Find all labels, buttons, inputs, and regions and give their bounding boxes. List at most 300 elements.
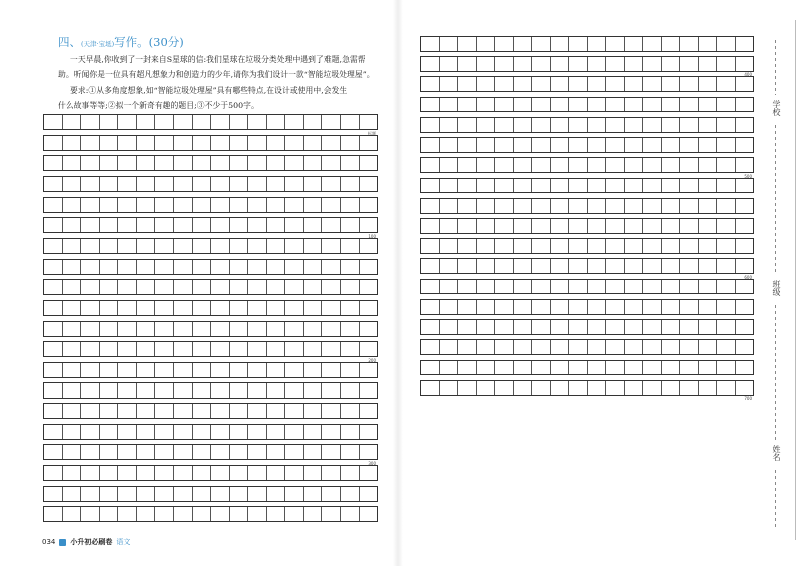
grid-cell[interactable]	[662, 77, 681, 91]
grid-cell[interactable]	[680, 259, 699, 273]
grid-cell[interactable]	[100, 425, 119, 439]
grid-cell[interactable]	[440, 361, 459, 375]
grid-cell[interactable]	[477, 158, 496, 172]
grid-cell[interactable]	[421, 219, 440, 233]
grid-cell[interactable]	[514, 77, 533, 91]
grid-cell[interactable]	[211, 280, 230, 294]
grid-cell[interactable]	[588, 219, 607, 233]
grid-cell[interactable]	[118, 322, 137, 336]
grid-cell[interactable]	[458, 158, 477, 172]
grid-cell[interactable]	[699, 259, 718, 273]
grid-cell[interactable]	[304, 280, 323, 294]
grid-cell[interactable]	[532, 300, 551, 314]
grid-cell[interactable]	[174, 404, 193, 418]
grid-cell[interactable]	[662, 340, 681, 354]
grid-cell[interactable]	[360, 363, 378, 377]
grid-cell[interactable]	[699, 57, 718, 71]
grid-cell[interactable]	[267, 363, 286, 377]
grid-cell[interactable]	[341, 198, 360, 212]
grid-row[interactable]	[43, 155, 378, 171]
grid-cell[interactable]	[360, 487, 378, 501]
grid-cell[interactable]	[551, 280, 570, 294]
grid-cell[interactable]	[588, 199, 607, 213]
grid-cell[interactable]	[137, 466, 156, 480]
grid-cell[interactable]	[680, 98, 699, 112]
grid-cell[interactable]	[551, 320, 570, 334]
grid-cell[interactable]	[736, 361, 754, 375]
grid-cell[interactable]	[736, 199, 754, 213]
grid-cell[interactable]	[137, 342, 156, 356]
grid-cell[interactable]	[643, 259, 662, 273]
grid-cell[interactable]	[625, 77, 644, 91]
grid-cell[interactable]	[248, 218, 267, 232]
grid-cell[interactable]	[606, 179, 625, 193]
grid-cell[interactable]	[193, 466, 212, 480]
grid-cell[interactable]	[532, 138, 551, 152]
grid-cell[interactable]	[680, 138, 699, 152]
grid-cell[interactable]	[360, 280, 378, 294]
grid-cell[interactable]	[100, 218, 119, 232]
grid-cell[interactable]	[551, 98, 570, 112]
grid-cell[interactable]	[569, 340, 588, 354]
grid-cell[interactable]	[193, 404, 212, 418]
grid-row[interactable]	[420, 76, 754, 92]
grid-row[interactable]	[420, 319, 754, 335]
grid-cell[interactable]	[230, 363, 249, 377]
grid-cell[interactable]	[680, 239, 699, 253]
grid-cell[interactable]	[643, 158, 662, 172]
grid-cell[interactable]	[100, 156, 119, 170]
grid-cell[interactable]	[63, 487, 82, 501]
grid-cell[interactable]	[341, 218, 360, 232]
grid-cell[interactable]	[421, 259, 440, 273]
grid-cell[interactable]	[285, 115, 304, 129]
grid-row[interactable]	[420, 299, 754, 315]
grid-cell[interactable]	[230, 280, 249, 294]
grid-cell[interactable]	[155, 115, 174, 129]
grid-cell[interactable]	[551, 118, 570, 132]
grid-cell[interactable]	[267, 445, 286, 459]
grid-cell[interactable]	[267, 425, 286, 439]
grid-cell[interactable]	[322, 487, 341, 501]
grid-cell[interactable]	[267, 507, 286, 521]
grid-cell[interactable]	[267, 404, 286, 418]
grid-cell[interactable]	[717, 381, 736, 395]
grid-cell[interactable]	[551, 381, 570, 395]
grid-cell[interactable]	[625, 138, 644, 152]
grid-cell[interactable]	[211, 301, 230, 315]
grid-cell[interactable]	[137, 260, 156, 274]
grid-cell[interactable]	[174, 487, 193, 501]
grid-cell[interactable]	[458, 37, 477, 51]
grid-cell[interactable]	[248, 425, 267, 439]
grid-cell[interactable]	[44, 198, 63, 212]
grid-cell[interactable]	[736, 138, 754, 152]
grid-cell[interactable]	[569, 118, 588, 132]
grid-cell[interactable]	[643, 239, 662, 253]
grid-cell[interactable]	[137, 404, 156, 418]
grid-cell[interactable]	[532, 199, 551, 213]
grid-cell[interactable]	[100, 198, 119, 212]
grid-cell[interactable]	[569, 239, 588, 253]
grid-cell[interactable]	[322, 198, 341, 212]
grid-cell[interactable]	[118, 466, 137, 480]
grid-cell[interactable]	[421, 340, 440, 354]
grid-cell[interactable]	[588, 381, 607, 395]
grid-cell[interactable]	[285, 239, 304, 253]
grid-cell[interactable]	[137, 136, 156, 150]
grid-cell[interactable]	[551, 179, 570, 193]
grid-cell[interactable]	[440, 179, 459, 193]
grid-cell[interactable]	[588, 37, 607, 51]
grid-cell[interactable]	[551, 138, 570, 152]
grid-cell[interactable]	[63, 404, 82, 418]
grid-cell[interactable]	[662, 138, 681, 152]
grid-cell[interactable]	[304, 507, 323, 521]
grid-cell[interactable]	[625, 98, 644, 112]
grid-cell[interactable]	[360, 383, 378, 397]
grid-cell[interactable]	[458, 118, 477, 132]
grid-cell[interactable]	[341, 239, 360, 253]
grid-cell[interactable]	[267, 322, 286, 336]
grid-cell[interactable]	[532, 340, 551, 354]
grid-cell[interactable]	[625, 37, 644, 51]
grid-cell[interactable]	[341, 280, 360, 294]
grid-cell[interactable]	[193, 136, 212, 150]
grid-cell[interactable]	[137, 177, 156, 191]
grid-cell[interactable]	[174, 301, 193, 315]
grid-cell[interactable]	[267, 383, 286, 397]
grid-cell[interactable]	[81, 507, 100, 521]
grid-cell[interactable]	[137, 198, 156, 212]
grid-cell[interactable]	[118, 156, 137, 170]
grid-cell[interactable]	[440, 118, 459, 132]
grid-cell[interactable]	[458, 300, 477, 314]
grid-cell[interactable]	[248, 280, 267, 294]
grid-cell[interactable]	[736, 280, 754, 294]
grid-cell[interactable]	[304, 322, 323, 336]
grid-cell[interactable]	[717, 138, 736, 152]
grid-cell[interactable]	[421, 158, 440, 172]
grid-cell[interactable]	[118, 198, 137, 212]
grid-cell[interactable]	[588, 320, 607, 334]
grid-cell[interactable]	[304, 363, 323, 377]
grid-row[interactable]	[420, 258, 754, 274]
grid-cell[interactable]	[322, 136, 341, 150]
grid-cell[interactable]	[532, 77, 551, 91]
grid-cell[interactable]	[81, 425, 100, 439]
grid-cell[interactable]	[569, 381, 588, 395]
grid-cell[interactable]	[680, 158, 699, 172]
grid-cell[interactable]	[514, 381, 533, 395]
grid-cell[interactable]	[569, 199, 588, 213]
grid-cell[interactable]	[322, 507, 341, 521]
grid-cell[interactable]	[569, 300, 588, 314]
grid-cell[interactable]	[360, 507, 378, 521]
grid-row[interactable]	[420, 198, 754, 214]
grid-cell[interactable]	[174, 198, 193, 212]
grid-cell[interactable]	[211, 239, 230, 253]
grid-cell[interactable]	[211, 115, 230, 129]
grid-cell[interactable]	[100, 136, 119, 150]
grid-cell[interactable]	[193, 507, 212, 521]
grid-cell[interactable]	[322, 363, 341, 377]
grid-cell[interactable]	[230, 136, 249, 150]
grid-cell[interactable]	[63, 383, 82, 397]
grid-cell[interactable]	[606, 37, 625, 51]
grid-row[interactable]	[420, 380, 754, 396]
grid-cell[interactable]	[551, 239, 570, 253]
grid-cell[interactable]	[477, 98, 496, 112]
grid-cell[interactable]	[174, 507, 193, 521]
grid-cell[interactable]	[44, 507, 63, 521]
grid-cell[interactable]	[662, 37, 681, 51]
grid-cell[interactable]	[569, 320, 588, 334]
grid-cell[interactable]	[341, 136, 360, 150]
grid-cell[interactable]	[341, 383, 360, 397]
grid-cell[interactable]	[625, 320, 644, 334]
grid-cell[interactable]	[606, 158, 625, 172]
grid-cell[interactable]	[155, 363, 174, 377]
grid-cell[interactable]	[458, 57, 477, 71]
grid-cell[interactable]	[230, 322, 249, 336]
grid-cell[interactable]	[717, 57, 736, 71]
grid-cell[interactable]	[137, 156, 156, 170]
grid-cell[interactable]	[606, 361, 625, 375]
grid-cell[interactable]	[341, 404, 360, 418]
grid-cell[interactable]	[606, 199, 625, 213]
grid-cell[interactable]	[174, 156, 193, 170]
grid-cell[interactable]	[662, 158, 681, 172]
grid-cell[interactable]	[248, 466, 267, 480]
left-writing-grid[interactable]	[43, 114, 378, 527]
grid-cell[interactable]	[248, 156, 267, 170]
grid-cell[interactable]	[341, 156, 360, 170]
grid-cell[interactable]	[285, 487, 304, 501]
grid-cell[interactable]	[360, 322, 378, 336]
grid-cell[interactable]	[717, 239, 736, 253]
grid-cell[interactable]	[360, 260, 378, 274]
grid-cell[interactable]	[699, 98, 718, 112]
grid-cell[interactable]	[606, 98, 625, 112]
grid-cell[interactable]	[736, 381, 754, 395]
grid-cell[interactable]	[625, 280, 644, 294]
grid-cell[interactable]	[81, 198, 100, 212]
grid-cell[interactable]	[360, 445, 378, 459]
grid-cell[interactable]	[643, 300, 662, 314]
grid-cell[interactable]	[341, 487, 360, 501]
grid-cell[interactable]	[736, 118, 754, 132]
grid-cell[interactable]	[569, 259, 588, 273]
grid-cell[interactable]	[421, 280, 440, 294]
grid-cell[interactable]	[211, 466, 230, 480]
grid-cell[interactable]	[514, 199, 533, 213]
grid-cell[interactable]	[137, 383, 156, 397]
grid-cell[interactable]	[211, 177, 230, 191]
grid-cell[interactable]	[717, 179, 736, 193]
grid-cell[interactable]	[118, 218, 137, 232]
grid-cell[interactable]	[81, 260, 100, 274]
grid-cell[interactable]	[44, 342, 63, 356]
grid-cell[interactable]	[495, 57, 514, 71]
grid-cell[interactable]	[643, 118, 662, 132]
grid-cell[interactable]	[267, 198, 286, 212]
grid-cell[interactable]	[421, 118, 440, 132]
grid-cell[interactable]	[514, 340, 533, 354]
grid-cell[interactable]	[532, 118, 551, 132]
grid-cell[interactable]	[736, 219, 754, 233]
grid-cell[interactable]	[341, 342, 360, 356]
grid-cell[interactable]	[100, 239, 119, 253]
grid-cell[interactable]	[118, 404, 137, 418]
grid-row[interactable]	[420, 360, 754, 376]
grid-cell[interactable]	[118, 239, 137, 253]
grid-cell[interactable]	[588, 158, 607, 172]
grid-cell[interactable]	[100, 466, 119, 480]
grid-cell[interactable]	[44, 383, 63, 397]
grid-cell[interactable]	[421, 239, 440, 253]
grid-cell[interactable]	[267, 239, 286, 253]
grid-cell[interactable]	[285, 260, 304, 274]
grid-cell[interactable]	[421, 361, 440, 375]
grid-cell[interactable]	[551, 57, 570, 71]
grid-cell[interactable]	[81, 280, 100, 294]
grid-cell[interactable]	[532, 37, 551, 51]
grid-cell[interactable]	[322, 280, 341, 294]
grid-cell[interactable]	[81, 136, 100, 150]
grid-cell[interactable]	[267, 218, 286, 232]
grid-cell[interactable]	[551, 199, 570, 213]
grid-cell[interactable]	[63, 507, 82, 521]
grid-row[interactable]	[43, 506, 378, 522]
grid-cell[interactable]	[285, 404, 304, 418]
grid-row[interactable]	[420, 218, 754, 234]
grid-cell[interactable]	[495, 239, 514, 253]
grid-cell[interactable]	[477, 280, 496, 294]
grid-cell[interactable]	[440, 37, 459, 51]
grid-cell[interactable]	[248, 383, 267, 397]
grid-cell[interactable]	[248, 363, 267, 377]
grid-cell[interactable]	[63, 322, 82, 336]
grid-cell[interactable]	[532, 158, 551, 172]
grid-cell[interactable]	[155, 280, 174, 294]
grid-cell[interactable]	[267, 487, 286, 501]
grid-cell[interactable]	[495, 138, 514, 152]
grid-cell[interactable]	[736, 98, 754, 112]
grid-cell[interactable]	[360, 239, 378, 253]
grid-cell[interactable]	[360, 404, 378, 418]
grid-cell[interactable]	[606, 239, 625, 253]
grid-cell[interactable]	[118, 177, 137, 191]
grid-row[interactable]	[420, 36, 754, 52]
grid-cell[interactable]	[285, 363, 304, 377]
grid-cell[interactable]	[193, 487, 212, 501]
grid-cell[interactable]	[569, 361, 588, 375]
grid-cell[interactable]	[514, 179, 533, 193]
grid-cell[interactable]	[699, 280, 718, 294]
grid-row[interactable]	[43, 279, 378, 295]
grid-cell[interactable]	[360, 115, 378, 129]
grid-cell[interactable]	[606, 77, 625, 91]
grid-cell[interactable]	[267, 156, 286, 170]
grid-row[interactable]	[420, 137, 754, 153]
grid-cell[interactable]	[341, 363, 360, 377]
grid-cell[interactable]	[341, 301, 360, 315]
grid-cell[interactable]	[100, 342, 119, 356]
grid-cell[interactable]	[137, 487, 156, 501]
grid-cell[interactable]	[63, 363, 82, 377]
grid-cell[interactable]	[304, 239, 323, 253]
grid-cell[interactable]	[193, 363, 212, 377]
grid-cell[interactable]	[174, 239, 193, 253]
grid-cell[interactable]	[458, 259, 477, 273]
grid-cell[interactable]	[211, 156, 230, 170]
grid-cell[interactable]	[63, 198, 82, 212]
grid-cell[interactable]	[248, 487, 267, 501]
grid-cell[interactable]	[155, 156, 174, 170]
grid-cell[interactable]	[477, 300, 496, 314]
grid-cell[interactable]	[63, 301, 82, 315]
grid-cell[interactable]	[304, 156, 323, 170]
grid-cell[interactable]	[699, 138, 718, 152]
grid-cell[interactable]	[322, 445, 341, 459]
grid-cell[interactable]	[606, 381, 625, 395]
grid-cell[interactable]	[155, 177, 174, 191]
grid-cell[interactable]	[322, 466, 341, 480]
grid-cell[interactable]	[680, 37, 699, 51]
grid-cell[interactable]	[699, 199, 718, 213]
grid-cell[interactable]	[44, 177, 63, 191]
grid-cell[interactable]	[341, 177, 360, 191]
grid-cell[interactable]	[285, 466, 304, 480]
grid-cell[interactable]	[285, 301, 304, 315]
grid-cell[interactable]	[193, 425, 212, 439]
grid-cell[interactable]	[137, 363, 156, 377]
grid-cell[interactable]	[155, 445, 174, 459]
grid-cell[interactable]	[100, 507, 119, 521]
grid-cell[interactable]	[100, 363, 119, 377]
grid-cell[interactable]	[680, 320, 699, 334]
grid-cell[interactable]	[680, 340, 699, 354]
grid-cell[interactable]	[551, 77, 570, 91]
grid-cell[interactable]	[341, 507, 360, 521]
grid-cell[interactable]	[625, 199, 644, 213]
grid-cell[interactable]	[341, 425, 360, 439]
grid-cell[interactable]	[606, 219, 625, 233]
grid-cell[interactable]	[477, 199, 496, 213]
grid-cell[interactable]	[360, 177, 378, 191]
grid-cell[interactable]	[44, 156, 63, 170]
grid-cell[interactable]	[155, 466, 174, 480]
grid-cell[interactable]	[643, 77, 662, 91]
grid-cell[interactable]	[193, 218, 212, 232]
grid-cell[interactable]	[155, 198, 174, 212]
grid-cell[interactable]	[211, 218, 230, 232]
grid-cell[interactable]	[440, 320, 459, 334]
grid-cell[interactable]	[569, 37, 588, 51]
grid-cell[interactable]	[699, 320, 718, 334]
grid-cell[interactable]	[174, 383, 193, 397]
grid-cell[interactable]	[193, 115, 212, 129]
grid-cell[interactable]	[458, 280, 477, 294]
grid-cell[interactable]	[643, 340, 662, 354]
grid-cell[interactable]	[532, 361, 551, 375]
grid-cell[interactable]	[44, 487, 63, 501]
grid-cell[interactable]	[193, 239, 212, 253]
grid-cell[interactable]	[495, 158, 514, 172]
grid-cell[interactable]	[717, 37, 736, 51]
grid-cell[interactable]	[717, 98, 736, 112]
